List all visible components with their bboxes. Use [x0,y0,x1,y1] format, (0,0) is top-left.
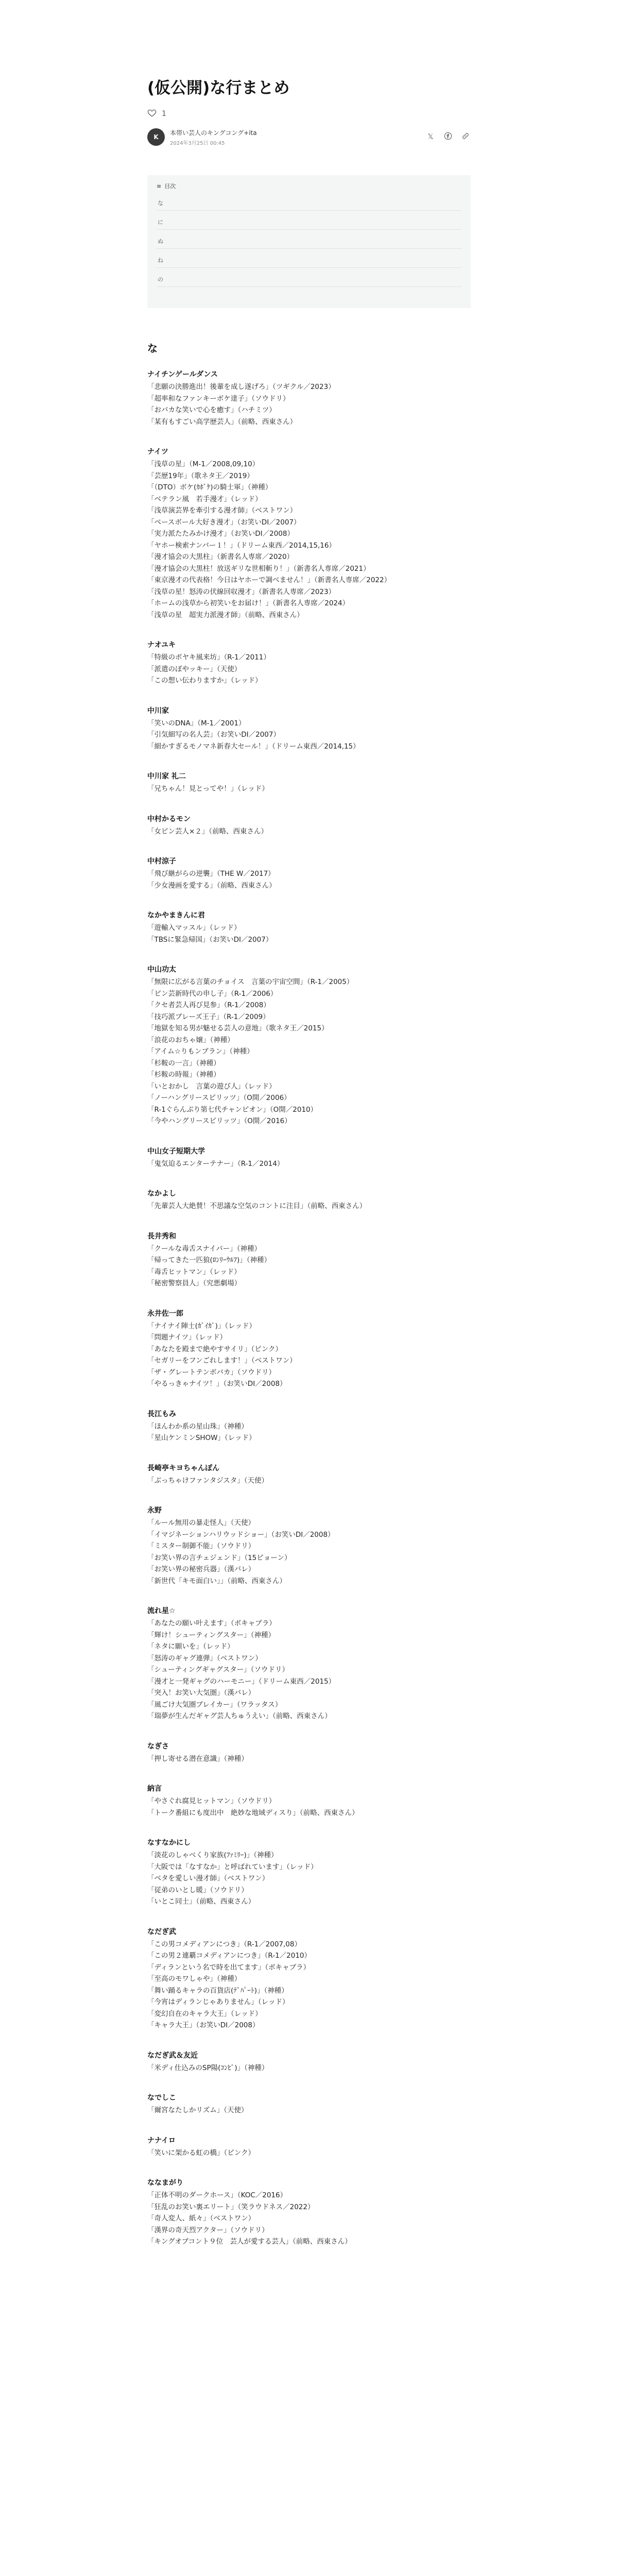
comedian-name: ナナイロ [147,2136,176,2145]
catchphrase-line: 「実力派たたみかけ漫才」（お笑いDI／2008） [147,530,294,538]
catchphrase-line: 「おバカな笑いで心を癒す」（ハチミツ） [147,406,276,414]
catchphrase-line: 「無限に広がる言葉のチョイス 言葉の宇宙空間」（R-1／2005） [147,978,354,986]
comedian-entry [147,770,471,795]
catchphrase-line: 「某有もすごい高学歴芸人」（前略、西東さん） [147,417,297,426]
comedian-name: 中川家 礼二 [147,772,186,781]
catchphrase-line: 「今宵はディランじゃありません」（レッド） [147,1998,289,2006]
comedian-entry [147,1307,471,1390]
catchphrase-line: 「米ディ仕込みのSP陽(ｺﾝﾋﾞ)」（神種） [147,2063,269,2072]
catchphrase-line: 「ベタを愛しい漫才師」（ベストワン） [147,1874,269,1883]
comedian-entry [147,2091,471,2116]
catchphrase-line: 「漫才協会の大黒柱」（新書名人専席／2020） [147,553,294,561]
catchphrase-line: 「細かすぎるモノマネ新春大セール！」（ドリーム東西／2014,15） [147,742,360,751]
comedian-entry [147,2049,471,2074]
catchphrase-line: 「キャラ大王」（お笑いDI／2008） [147,2021,260,2029]
catchphrase-line: 「ベテラン風 若手漫才」（レッド） [147,495,262,503]
comedian-entry [147,1925,471,2031]
toc-item[interactable]: に [157,211,461,230]
comedian-name: ナイチンゲールダンス [147,370,218,379]
catchphrase-line: 「毒舌ヒットマン」（レッド） [147,1267,241,1276]
comedian-name: なすなかにし [147,1839,191,1847]
catchphrase-line: 「クールな毒舌スナイパー」（神種） [147,1244,261,1253]
share-icons [425,132,471,142]
entry-list [147,368,471,2248]
catchphrase-line: 「いとこ同士」（前略、西東さん） [147,1897,255,1906]
catchphrase-line: 「アイム☆りもンブラン」（神種） [147,1047,254,1056]
catchphrase-line: 「飛び継がらの逆襲」（THE W／2017） [147,870,275,878]
list-icon: ≡ [157,182,162,190]
catchphrase-line: 「地獄を知る男が魅せる芸人の意地」（歌ネタ王／2015） [147,1024,329,1032]
comedian-name: なかよし [147,1190,176,1198]
catchphrase-line: 「東京漫才の代表格！今日はヤホーで調べません！」（新書名人専席／2022） [147,576,391,584]
catchphrase-line: 「押し寄せる潜在意識」（神種） [147,1754,248,1763]
catchphrase-line: 「少女漫画を愛する」（前略、西東さん） [147,881,276,890]
catchphrase-line: 「笑いに架かる虹の橋」（ピンク） [147,2148,255,2157]
catchphrase-line: 「変幻自在のキャラ大王」（レッド） [147,2009,262,2018]
comedian-name: なぎさ [147,1742,169,1751]
catchphrase-line: 「ホームの浅草から初笑いをお届け！」（新書名人専席／2024） [147,599,350,607]
catchphrase-line: 「浪花のおちゃ嬢」（神種） [147,1036,234,1044]
comedian-entry [147,1187,471,1212]
catchphrase-line: 「淡花のしゃべくり家族(ﾌｧﾐﾘｰ)」（神種） [147,1851,278,1859]
catchphrase-line: 「お笑い界の秘密兵器」（漢バレ） [147,1565,255,1573]
catchphrase-line: 「イマジネーションハリウッドショー」（お笑いDI／2008） [147,1530,335,1539]
link-icon[interactable] [460,132,471,142]
catchphrase-line: 「やるっきゃナイツ！」（お笑いDI／2008） [147,1380,287,1388]
comedian-entry [147,2176,471,2248]
article-title: (仮公開)な行まとめ [147,79,290,97]
catchphrase-line: 「お笑い界の言チェジェンド」（15ピョーン） [147,1553,291,1562]
catchphrase-line: 「ネタに願いを」（レッド） [147,1642,234,1651]
author-row [147,127,471,147]
catchphrase-line: 「キングオブコント９位 芸人が愛する芸人」（前略、西東さん） [147,2238,352,2246]
catchphrase-line: 「TBSに緊急帰国」（お笑いDI／2007） [147,935,273,944]
table-of-contents [147,175,471,308]
comedian-entry [147,812,471,838]
comedian-name: 流れ星☆ [147,1607,176,1615]
catchphrase-line: 「いとおかし 言葉の遊び人」（レッド） [147,1082,276,1091]
catchphrase-line: 「特級のボヤキ風来坊」（R-1／2011） [147,653,270,662]
toc-item[interactable]: ぬ [157,230,461,249]
catchphrase-line: 「笑いのDNA」（M-1／2001） [147,719,246,727]
catchphrase-line: 「クセ者芸人再び見参」（R-1／2008） [147,1001,270,1009]
toc-title: 目次 [164,183,176,190]
catchphrase-line: 「この男コメディアンにつき」（R-1／2007,08） [147,1940,301,1948]
toc-item[interactable]: ね [157,249,461,268]
catchphrase-line: 「突入！お笑い大気圏」（漢バレ） [147,1689,255,1697]
catchphrase-line: 「爾宮なたしかリズム」（天使） [147,2106,248,2114]
catchphrase-line: 「鬼気迫るエンターテナー」（R-1／2014） [147,1159,284,1168]
catchphrase-line: 「この男２連覇コメディアンにつき」（R-1／2010） [147,1952,312,1960]
catchphrase-line: 「あなたの願い叶えます」（ボキャブラ） [147,1619,276,1628]
comedian-name: 中村涼子 [147,857,176,866]
heart-icon[interactable] [147,108,157,120]
comedian-name: 納言 [147,1785,162,1793]
like-count: 1 [162,110,166,118]
catchphrase-line: 「浅草の星！怒涛の伏線回収漫才」（新書名人専席／2023） [147,587,336,596]
catchphrase-line: 「（DTO）ボケ(ｶﾎﾞｹ)の騎士軍」（神種） [147,483,272,492]
catchphrase-line: 「狂乱のお笑い裏エリート」（笑ラウドネス／2022） [147,2202,315,2211]
comedian-name: 長井秀和 [147,1232,176,1241]
catchphrase-line: 「ほんわか系の星山珠」（神種） [147,1422,248,1431]
catchphrase-line: 「至高のモワしゃや」（神種） [147,1975,242,1983]
catchphrase-line: 「問題ナイツ」（レッド） [147,1333,227,1342]
catchphrase-line: 「あなたを殿まで絶やすサイリ」（ピンク） [147,1345,283,1353]
toc-header[interactable] [157,180,461,192]
catchphrase-line: 「兄ちゃん！見とってや！」（レッド） [147,785,269,793]
comedian-name: ナオユキ [147,641,176,649]
catchphrase-line: 「風ごけ大気圏ブレイカー」（ワラッタス） [147,1700,282,1709]
catchphrase-line: 「シューティングギャグスター」（ソウドリ） [147,1666,289,1674]
comedian-entry [147,963,471,1127]
author-info [170,128,257,146]
catchphrase-line: 「怒涛のギャグ連弾」（ベストワン） [147,1654,262,1663]
comedian-entry [147,638,471,687]
catchphrase-line: 「ザ・グレートテンボバカ」（ソウドリ） [147,1368,276,1377]
catchphrase-line: 「やさぐれ腐見ヒットマン」（ソウドリ） [147,1797,276,1805]
comedian-entry [147,1408,471,1444]
comedian-entry [147,445,471,621]
facebook-icon[interactable] [443,132,453,142]
catchphrase-line: 「ヤホー検索ナンバー１！」（ドリーム東西／2014,15,16） [147,541,336,550]
comedian-name: 長崎亭キヨちゃんぽん [147,1464,219,1472]
catchphrase-line: 「超率和なファンキーボケ達子」（ソウドリ） [147,394,290,403]
catchphrase-line: 「杉鞍の時報」（神種） [147,1071,220,1079]
catchphrase-line: 「遊輸入マッスル」（レッド） [147,924,241,932]
catchphrase-line: 「芸歴19年」（歌ネタ王／2019） [147,471,254,480]
catchphrase-line: 「秘密警察員人」（究悪劇場） [147,1279,242,1287]
comedian-entry [147,1145,471,1170]
comedian-name: なでしこ [147,2094,176,2102]
comedian-entry [147,1230,471,1290]
comedian-entry [147,1782,471,1819]
catchphrase-line: 「漫才協会の大黒柱！放送ギリな世相斬り！」（新書名人専席／2021） [147,564,370,573]
comedian-entry [147,1504,471,1587]
catchphrase-line: 「ピン芸新時代の申し子」（R-1／2006） [147,989,278,998]
like-row [147,108,471,120]
catchphrase-line: 「漢界の奇天烈アクター」（ソウドリ） [147,2226,269,2234]
catchphrase-line: 「技巧派ブレーズ王子」（R-1／2009） [147,1012,270,1021]
catchphrase-line: 「従弟のいとし暖」（ソウドリ） [147,1886,248,1894]
catchphrase-line: 「引気細写の名人芸」（お笑いDI／2007） [147,731,280,739]
publish-date: 2024年3月25日 00:45 [170,140,225,146]
comedian-name: 長江もみ [147,1410,176,1418]
comedian-name: 中山功太 [147,965,176,974]
catchphrase-line: 「ノーハングリースピリッツ」（O開／2006） [147,1094,291,1102]
catchphrase-line: 「浅草演芸界を牽引する漫才師」（ベストワン） [147,506,297,515]
comedian-entry [147,2134,471,2159]
catchphrase-line: 「今やハングリースピリッツ」（O開／2016） [147,1117,291,1125]
catchphrase-line: 「トーク番組にも度出中 絶妙な地域ディスり」（前略、西東さん） [147,1808,359,1817]
catchphrase-line: 「瑞夢が生んだギャグ芸人ちゅうえい」（前略、西東さん） [147,1712,332,1720]
catchphrase-line: 「大阪では「なすなか」と呼ばれています」（レッド） [147,1862,318,1871]
catchphrase-line: 「セガリーをフンごれします！」（ベストワン） [147,1357,297,1365]
comedian-name: なかやまきんに君 [147,911,205,920]
catchphrase-line: 「ベースボール大好き漫才」（お笑いDI／2007） [147,518,301,527]
catchphrase-line: 「輝け！シューティングスター」（神種） [147,1631,275,1639]
catchphrase-line: 「R-1ぐらんぷり第七代チャンピオン」（O開／2010） [147,1105,318,1114]
toc-item[interactable]: な [157,192,461,211]
catchphrase-line: 「ルール無用の暴走怪人」（天使） [147,1519,255,1527]
catchphrase-line: 「ぶっちゃけファンタジスタ」（天使） [147,1476,269,1485]
catchphrase-line: 「浅草の星 超実力派漫才師」（前略、西東さん） [147,611,304,619]
comedian-name: 中村かるモン [147,815,191,823]
comedian-name: 永野 [147,1506,162,1515]
catchphrase-line: 「星山ケンミンSHOW」（レッド） [147,1434,256,1442]
catchphrase-line: 「この想い伝わりますか」（レッド） [147,676,262,685]
catchphrase-line: 「奇人変人、紙々」（ベストワン） [147,2214,255,2223]
comedian-name: ななまがり [147,2179,183,2187]
comedian-entry [147,1740,471,1765]
catchphrase-line: 「ディランという名で時を出てます」（ボキャブラ） [147,1963,311,1972]
comedian-entry [147,1462,471,1487]
author-name[interactable]: 本帯い芸人のキングコング+ita [170,129,257,137]
comedian-name: なだぎ武 [147,1927,176,1936]
comedian-entry [147,855,471,891]
comedian-name: 永井佐一郎 [147,1309,183,1318]
catchphrase-line: 「先輩芸人大絶賛！不思議な空気のコントに注目」（前略、西東さん） [147,1202,367,1210]
article [147,0,471,2265]
catchphrase-line: 「女ピン芸人×２」（前略、西東さん） [147,827,268,836]
comedian-entry [147,1836,471,1908]
comedian-entry [147,909,471,945]
toc-item[interactable]: の [157,268,461,287]
comedian-name: 中川家 [147,706,169,715]
catchphrase-line: 「浅草の星」（M-1／2008,09,10） [147,460,260,468]
catchphrase-line: 「ミスター制御不能」（ソウドリ） [147,1542,255,1550]
comedian-entry [147,1604,471,1722]
section-heading: な [147,342,158,354]
catchphrase-line: 「漫才と一発ギャグのハーモニー」（ドリーム東西／2015） [147,1677,336,1686]
comedian-entry [147,704,471,753]
x-icon[interactable]: 𝕏 [427,133,434,141]
catchphrase-line: 「舞い踊るキャラの百貨店(ﾃﾞﾊﾟｰﾄ)」（神種） [147,1986,288,1995]
catchphrase-line: 「新世代「キモ面白い」」（前略、西東さん） [147,1577,286,1585]
catchphrase-line: 「悲願の決勝進出！後輩を成し遂げろ」（ツギクル／2023） [147,383,335,391]
catchphrase-line: 「ナイナイ陣士(ｶﾞｲｶﾞ)」（レッド） [147,1321,256,1330]
comedian-entry [147,368,471,428]
catchphrase-line: 「帰ってきた一匹狼(ﾛﾝﾘｰｳﾙﾌ)」（神種） [147,1256,271,1264]
catchphrase-line: 「杉鞍の一言」（神種） [147,1059,220,1067]
comedian-name: 中山女子短期大学 [147,1147,205,1156]
catchphrase-line: 「正体不明のダークホース」（KOC／2016） [147,2191,287,2199]
comedian-name: なだぎ武＆友近 [147,2051,198,2060]
comedian-name: ナイツ [147,448,169,456]
catchphrase-line: 「派遣のぼやッキー」（天使） [147,665,242,673]
avatar[interactable]: K [147,128,165,146]
